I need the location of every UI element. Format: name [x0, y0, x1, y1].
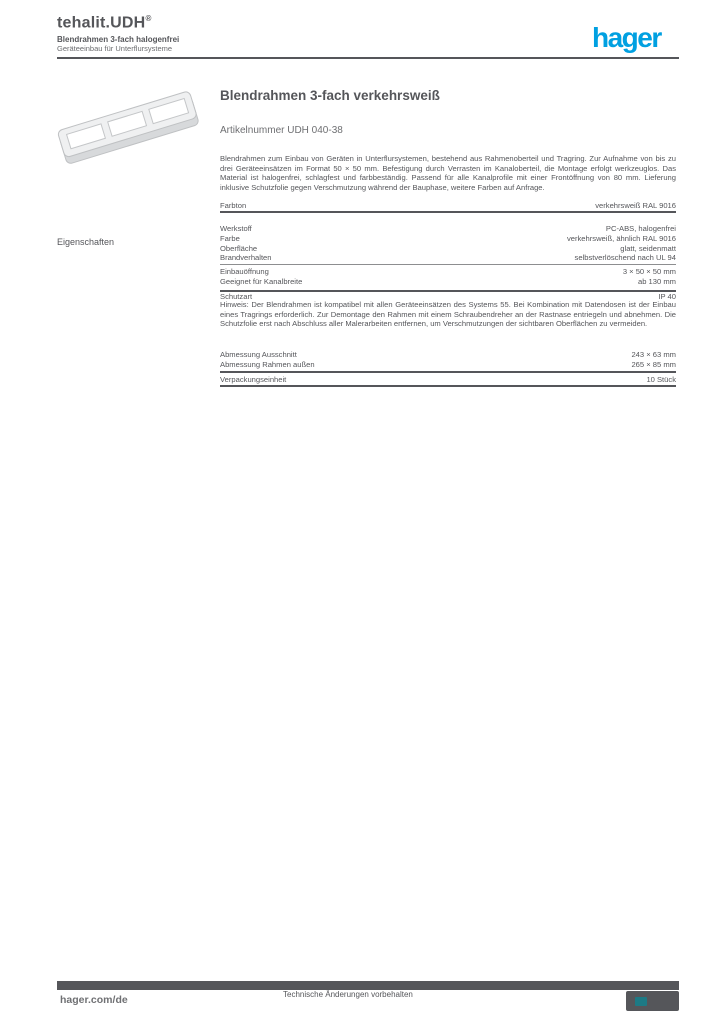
dimensions-table: [220, 350, 676, 384]
table-divider: [220, 371, 676, 373]
table-row: [220, 360, 676, 370]
row-value: ab 130 mm: [638, 276, 676, 286]
footer-badge: [626, 991, 679, 1011]
table-row: [220, 224, 676, 234]
table-row: [220, 375, 676, 385]
hager-mark-icon: [635, 997, 647, 1006]
row-value: selbstverlöschend nach UL 94: [574, 253, 676, 263]
row-value: PC-ABS, halogenfrei: [605, 224, 676, 233]
table-row: [220, 234, 676, 244]
row-label: Abmessung Rahmen außen: [220, 359, 315, 369]
table-row: [220, 267, 676, 277]
description-rule: [220, 211, 676, 213]
table-row: [220, 244, 676, 254]
spec-value: verkehrsweiß RAL 9016: [595, 201, 676, 210]
row-label: Verpackungseinheit: [220, 374, 287, 384]
row-label: Einbauöffnung: [220, 267, 269, 277]
row-label: Oberfläche: [220, 243, 258, 253]
table-divider: [220, 264, 676, 265]
color-spec-row: [220, 201, 676, 210]
row-value: verkehrsweiß, ähnlich RAL 9016: [566, 233, 676, 243]
row-label: Geeignet für Kanalbreite: [220, 276, 303, 286]
table-row: [220, 253, 676, 263]
table-row: [220, 350, 676, 360]
registered-mark: ®: [145, 14, 152, 23]
header-category: Geräteeinbau für Unterflursysteme: [57, 44, 173, 53]
row-value: IP 40: [658, 292, 676, 301]
row-value: glatt, seidenmatt: [620, 243, 676, 253]
frame-drawing-icon: [54, 82, 204, 178]
row-label: Werkstoff: [220, 224, 252, 233]
page-subtitle: Artikelnummer UDH 040-38: [220, 125, 343, 136]
footer-website-link[interactable]: hager.com/de: [60, 994, 128, 1006]
footer-bar: [57, 981, 679, 990]
row-value: 265 × 85 mm: [631, 359, 676, 369]
header-reference: [57, 14, 152, 32]
row-value: 3 × 50 × 50 mm: [622, 267, 676, 277]
page-title: Blendrahmen 3-fach verkehrsweiß: [220, 88, 440, 103]
header-product-line: Blendrahmen 3-fach halogenfrei: [57, 35, 180, 44]
note-text: Hinweis: Der Blendrahmen ist kompatibel mit allen Geräteeinsätzen des Systems 55. Bei Kombination mit Datendosen ist der Einbau eines Tragrings erforderlich. Zur Demontage den Rahmen mit einem Schraubendreher an der Rastnase entriegeln und abnehmen. Die Schutzfolie erst nach Abschluss aller Malerarbeiten entfernen, um Verschmutzungen der sichtbaren Oberflächen zu vermeiden.: [220, 300, 676, 329]
row-value: 243 × 63 mm: [631, 350, 676, 359]
product-description: Blendrahmen zum Einbau von Geräten in Unterflursystemen, bestehend aus Rahmenoberteil und Tragring. Zur Aufnahme von bis zu drei Geräteeinsätzen im Format 50 × 50 mm. Befestigung durch Verrasten im Kanaloberteil, die Montage erfolgt werkzeuglos. Das Material ist halogenfrei, schlagfest und farbbeständig. Passend für alle Kanalprofile mit einer Frontöffnung von 80 mm. Lieferung inklusive Schutzfolie gegen Verschmutzung während der Bauphase, weitere Farben auf Anfrage.: [220, 154, 676, 192]
properties-table: [220, 224, 676, 287]
row-label: Abmessung Ausschnitt: [220, 350, 297, 359]
row-label: Farbe: [220, 233, 240, 243]
reference-text: tehalit.UDH: [57, 14, 146, 32]
spec-label: Farbton: [220, 201, 247, 210]
row-label: Brandverhalten: [220, 253, 272, 263]
row-value: 10 Stück: [646, 374, 676, 384]
table-row: [220, 277, 676, 287]
row-label: Schutzart: [220, 292, 253, 301]
properties-section-label: Eigenschaften: [57, 237, 115, 247]
header-rule: [57, 57, 679, 59]
footer-notice: Technische Änderungen vorbehalten: [283, 990, 413, 999]
hager-logo: hager: [592, 22, 661, 53]
dimensions-rule: [220, 385, 676, 387]
product-image: [54, 82, 204, 178]
